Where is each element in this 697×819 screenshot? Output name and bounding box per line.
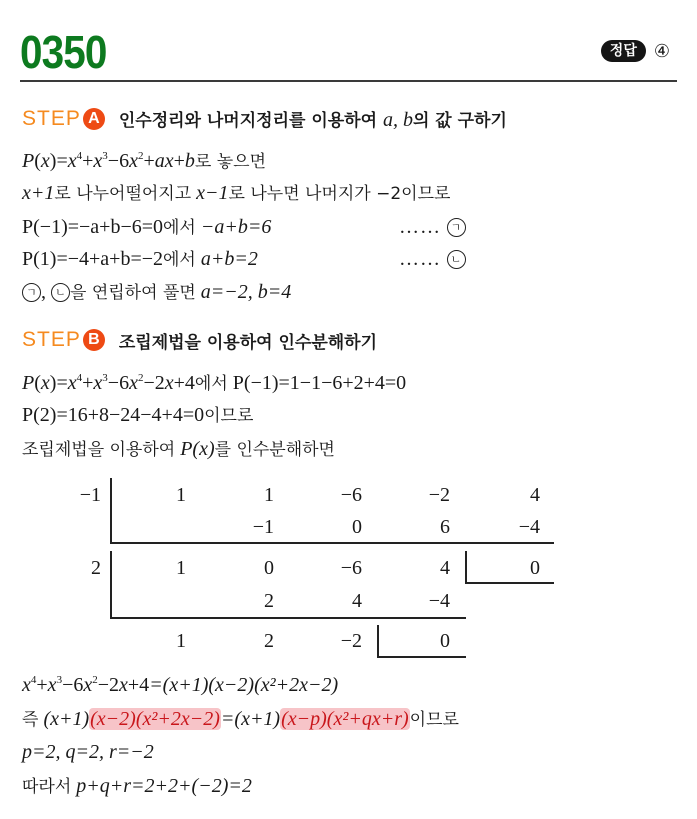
expr: a+b=2 [200,248,258,270]
text: 로 놓으면 [194,152,267,172]
text: 즉 [22,710,39,730]
circled-mark-icon: ㄱ [447,218,466,237]
answer [601,40,670,62]
cell: −4 [428,590,450,612]
step-a-line-2 [22,180,450,207]
step-a-line-1 [22,148,266,175]
highlighted-factors: (x−p)(x²+qx+r) [281,708,409,730]
conclusion-line-2 [22,706,459,733]
circled-mark-icon: ㄴ [447,250,466,269]
step-a-line-4 [22,246,482,273]
conclusion-line-3 [22,739,154,765]
division-bar [110,478,112,544]
expr: x−1 [196,182,229,204]
text: 를 인수분해하면 [214,440,335,460]
header-divider [20,80,677,82]
remainder-bar [465,551,467,583]
expr: P(x) [180,438,215,460]
values: p=2, q=2, r=−2 [22,741,154,763]
expr: a=−2, b=4 [200,281,292,303]
cell: 4 [530,484,540,506]
divisor: 2 [91,557,101,579]
division-bar [110,551,112,617]
text: 이므로 [204,406,254,426]
text: 로 나누어떨어지고 [54,184,192,204]
expr: =(x+1) [220,708,281,730]
step-label: STEP [22,107,81,130]
dots [399,214,466,240]
polynomial: $P(x)=x^4+x^3-6x^2-2x+4$ [22,372,195,394]
text: 을 연립하여 풀면 [70,283,196,303]
dots [399,246,466,272]
divisor: −1 [79,484,101,506]
step-a-circle-icon: A [83,108,105,130]
step-a-title-text: 인수정리와 나머지정리를 이용하여 [118,111,378,131]
step-b-title: 조립제법을 이용하여 인수분해하기 [118,332,378,353]
cell: 1 [176,557,186,579]
cell: −4 [518,516,540,538]
circled-mark-icon: ㄱ [22,283,41,302]
sum-line [110,617,466,619]
highlighted-factors: (x−2)(x²+2x−2) [90,708,220,730]
circled-mark-icon: ㄴ [51,283,70,302]
answer-badge: 정답 [601,40,646,62]
expr: P(−1)=1−1−6+2+4=0 [232,372,407,394]
problem-number: 0350 [20,26,107,78]
dots-text: …… [399,216,441,238]
text: 이므로 [409,710,459,730]
step-b-line-2 [22,402,253,429]
step-a-title-tail: 의 값 구하기 [412,111,507,131]
step-a-heading [22,106,507,132]
step-a-line-5: ㄱ , ㄴ 을 연립하여 풀면 a=−2, b=4 [22,279,291,306]
cell: 0 [352,516,362,538]
cell: 6 [440,516,450,538]
text: 에서 [194,374,228,394]
factorization: =(x+1)(x−2)(x²+2x−2) [149,674,339,696]
polynomial-def: $P(x)=x^4+x^3-6x^2+ax+b$ [22,150,195,172]
header [20,26,678,82]
step-b-line-3 [22,436,335,463]
text: 따라서 [22,777,72,797]
text: 조립제법을 이용하여 [22,440,176,460]
remainder: 0 [530,557,540,579]
conclusion-line-4 [22,773,252,800]
cell: −2 [428,484,450,506]
cell: 1 [264,484,274,506]
text: 에서 [163,218,196,238]
cell: 0 [264,557,274,579]
expr: P(2)=16+8−24−4+4=0 [22,404,205,426]
dots-text: …… [399,248,441,270]
step-label: STEP [22,328,81,351]
polynomial: $x^4+x^3-6x^2-2x+4$ [22,674,150,696]
step-b-heading [22,327,377,353]
expr: x+1 [22,182,55,204]
text: 로 나누면 나머지가 −2이므로 [228,184,451,204]
conclusion-line-1 [22,672,338,698]
expr: −a+b=6 [200,216,272,238]
cell: 4 [440,557,450,579]
step-a-line-3 [22,214,482,241]
answer-value: ④ [653,40,670,62]
step-b-circle-icon: B [83,329,105,351]
cell: 2 [264,630,274,652]
final-answer: p+q+r=2+2+(−2)=2 [76,775,252,797]
step-a-title [119,106,507,132]
expr: P(1)=−4+a+b=−2 [22,248,163,270]
remainder-bar [377,625,379,657]
expr: P(−1)=−a+b−6=0 [22,216,163,238]
cell: 2 [264,590,274,612]
remainder-line [377,656,466,658]
cell: 1 [176,484,186,506]
cell: −6 [340,484,362,506]
cell: 4 [352,590,362,612]
sum-line [110,542,554,544]
expr: (x+1) [43,708,90,730]
step-b-line-1 [22,370,406,397]
step-a-title-vars: a, b [382,109,413,131]
cell: −2 [340,630,362,652]
cell: −6 [340,557,362,579]
cell: 1 [176,630,186,652]
text: 에서 [163,250,196,270]
cell: −1 [252,516,274,538]
remainder: 0 [440,630,450,652]
remainder-line [465,582,554,584]
